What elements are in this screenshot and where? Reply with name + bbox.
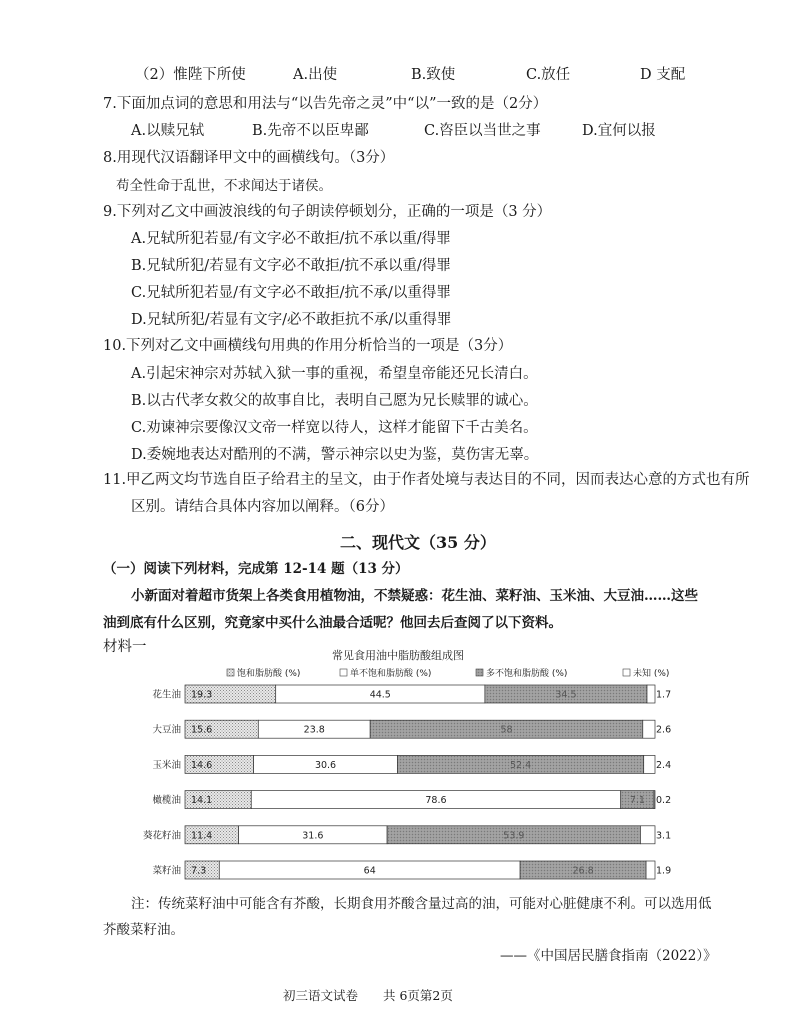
- bar-value-label: 19.3: [191, 689, 213, 701]
- bar-value-label: 7.1: [629, 795, 645, 807]
- q10-option-a: A.引起宋神宗对苏轼入狱一事的重视，希望皇帝能还兄长清白。: [131, 366, 538, 382]
- bar-value-label: 2.4: [656, 759, 672, 771]
- q10-stem: 10.下列对乙文中画横线句用典的作用分析恰当的一项是（3分）: [103, 338, 513, 354]
- section-title: 二、现代文（35 分）: [340, 533, 496, 552]
- bar-value-label: 31.6: [302, 830, 324, 842]
- category-label: 葵花籽油: [142, 830, 181, 842]
- q8-stem: 8.用现代汉语翻译甲文中的画横线句。（3分）: [103, 150, 395, 166]
- q6-option-b: B.致使: [411, 67, 456, 83]
- material-label: 材料一: [103, 639, 147, 655]
- bar-value-label: 3.1: [656, 830, 672, 842]
- q8-sentence: 苟全性命于乱世，不求闻达于诸侯。: [116, 178, 332, 194]
- chart-bars: [185, 685, 671, 879]
- q6-option-a: A.出使: [293, 67, 338, 83]
- bar-value-label: 34.5: [555, 689, 577, 701]
- bar-value-label: 78.6: [425, 795, 447, 807]
- q7-option-d: D.宜何以报: [582, 123, 656, 139]
- q7-option-c: C.咨臣以当世之事: [424, 123, 541, 139]
- q7-option-a: A.以赎兄轼: [131, 123, 205, 139]
- q11-line1: 11.甲乙两文均节选自臣子给君主的呈文，由于作者处境与表达目的不同，因而表达心意的方式也有所: [103, 472, 750, 488]
- bar-segment: [646, 861, 655, 879]
- section-subtitle: （一）阅读下列材料，完成第 12-14 题（13 分）: [103, 561, 409, 577]
- bar-value-label: 15.6: [191, 724, 213, 736]
- q7-stem: 7.下面加点词的意思和用法与“以告先帝之灵”中“以”一致的是（2分）: [103, 96, 548, 112]
- bar-value-label: 23.8: [303, 724, 325, 736]
- category-label: 玉米油: [152, 759, 181, 771]
- page-footer: 初三语文试卷 共 6页第2页: [283, 988, 453, 1003]
- bar-value-label: 44.5: [369, 689, 391, 701]
- intro-line1: 小新面对着超市货架上各类食用植物油，不禁疑惑：花生油、菜籽油、玉米油、大豆油……这些: [131, 588, 698, 604]
- legend-swatch-3: [476, 669, 483, 676]
- bar-value-label: 30.6: [314, 759, 337, 771]
- bar-value-label: 58: [500, 724, 513, 736]
- bar-value-label: 1.9: [656, 865, 672, 877]
- intro-line2: 油到底有什么区别，究竟家中买什么油最合适呢？他回去后查阅了以下资料。: [103, 615, 562, 631]
- q10-option-c: C.劝谏神宗要像汉文帝一样宽以待人，这样才能留下千古美名。: [131, 420, 538, 436]
- bar-segment: [640, 826, 655, 844]
- q11-line2: 区别。请结合具体内容加以阐释。（6分）: [131, 499, 394, 515]
- bar-value-label: 1.7: [656, 689, 672, 701]
- bar-value-label: 14.6: [191, 759, 213, 771]
- category-label: 橄榄油: [152, 795, 181, 807]
- bar-value-label: 14.1: [191, 795, 213, 807]
- legend-label-4: 未知 (%): [633, 669, 670, 679]
- note-line2: 芥酸菜籽油。: [103, 922, 184, 938]
- legend-label-2: 单不饱和脂肪酸 (%): [350, 669, 432, 679]
- chart-category-labels: [143, 689, 182, 877]
- fatty-acid-chart: [103, 645, 693, 885]
- legend-swatch-2: [340, 669, 347, 676]
- category-label: 花生油: [152, 689, 181, 701]
- q10-option-b: B.以古代孝女救父的故事自比，表明自己愿为兄长赎罪的诚心。: [131, 393, 538, 409]
- q10-option-d: D.委婉地表达对酷刑的不满，警示神宗以史为鉴，莫伤害无辜。: [131, 447, 539, 463]
- bar-value-label: 64: [363, 865, 376, 877]
- q9-option-a: A.兄轼所犯若显/有文字必不敢拒/抗不承以重/得罪: [131, 231, 451, 247]
- bar-value-label: 0.2: [656, 795, 672, 807]
- legend-swatch-4: [623, 669, 630, 676]
- q6-item: （2）惟陛下所使: [135, 67, 246, 83]
- q9-option-d: D.兄轼所犯/若显有文字/必不敢拒抗不承/以重得罪: [131, 312, 452, 328]
- bar-value-label: 2.6: [656, 724, 672, 736]
- q9-option-c: C.兄轼所犯若显/有文字必不敢拒/抗不承/以重得罪: [131, 285, 451, 301]
- chart-legend: [227, 667, 669, 679]
- bar-segment: [647, 685, 655, 703]
- bar-value-label: 11.4: [191, 830, 213, 842]
- bar-segment: [643, 720, 655, 738]
- category-label: 大豆油: [152, 724, 181, 736]
- bar-value-label: 7.3: [191, 865, 207, 877]
- note-line1: 注：传统菜籽油中可能含有芥酸，长期食用芥酸含量过高的油，可能对心脏健康不利。可以选用低: [131, 896, 712, 912]
- q7-option-b: B.先帝不以臣卑鄙: [252, 123, 369, 139]
- bar-value-label: 52.4: [510, 759, 532, 771]
- q6-option-c: C.放任: [526, 67, 571, 83]
- legend-swatch-1: [227, 669, 234, 676]
- q9-stem: 9.下列对乙文中画波浪线的句子朗读停顿划分，正确的一项是（3 分）: [103, 204, 552, 220]
- bar-segment: [644, 755, 655, 773]
- q6-option-d: D 支配: [640, 67, 686, 83]
- bar-value-label: 26.8: [572, 865, 594, 877]
- bar-value-label: 53.9: [503, 830, 525, 842]
- legend-label-1: 饱和脂肪酸 (%): [237, 669, 301, 679]
- legend-label-3: 多不饱和脂肪酸 (%): [486, 669, 568, 679]
- note-source: ——《中国居民膳食指南（2022）》: [500, 948, 717, 964]
- chart-title: 常见食用油中脂肪酸组成图: [332, 649, 464, 662]
- category-label: 菜籽油: [152, 865, 181, 877]
- q9-option-b: B.兄轼所犯/若显有文字必不敢拒/抗不承以重/得罪: [131, 258, 451, 274]
- bar-segment: [654, 791, 655, 809]
